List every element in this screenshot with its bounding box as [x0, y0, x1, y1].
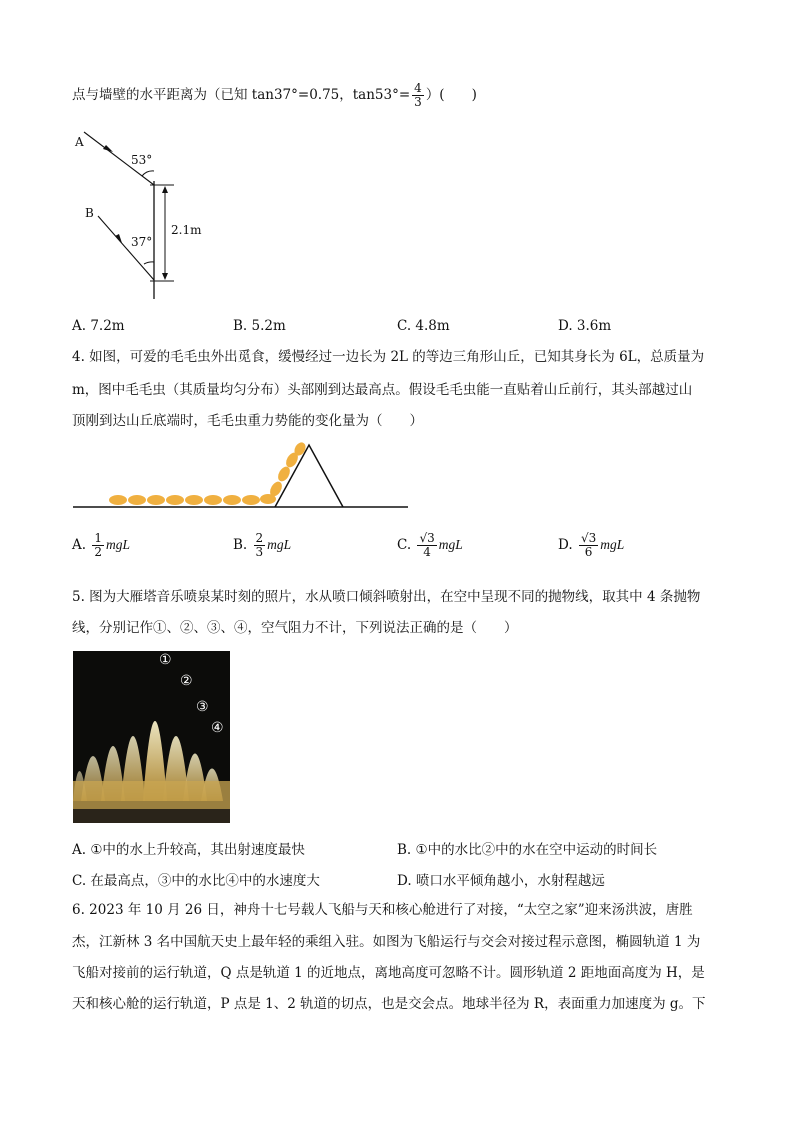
caterpillar — [109, 440, 308, 505]
q3-option-d: D. 3.6m — [558, 318, 612, 334]
q4-option-d-expr: mgL — [600, 537, 625, 552]
fountain-label-4: ④ — [211, 720, 224, 736]
q6-line-1: 6. 2023 年 10 月 26 日，神舟十七号载人飞船与天和核心舱进行了对接，“太空之家”迎来汤洪波，唐胜 — [72, 902, 693, 918]
fountain-jets — [73, 651, 230, 823]
q5-option-d: D. 喷口水平倾角越小，水射程越远 — [397, 873, 605, 889]
q3-label-a: A — [75, 135, 84, 149]
fountain-label-3: ③ — [196, 699, 209, 715]
q4-option-a-frac — [92, 532, 104, 559]
q3-option-a: A. 7.2m — [72, 318, 125, 334]
q4-option-c-num: √3 — [419, 531, 435, 545]
q4-option-a-letter: A. — [72, 537, 87, 553]
q4-option-b — [233, 532, 291, 559]
q4-option-d-num: √3 — [580, 531, 597, 545]
q3-label-b: B — [85, 206, 94, 220]
q4-option-c-letter: C. — [397, 537, 412, 553]
q4-option-d-letter: D. — [558, 537, 573, 553]
fountain-label-2: ② — [180, 673, 193, 689]
q4-option-b-letter: B. — [233, 537, 248, 553]
q3-option-c: C. 4.8m — [397, 318, 450, 334]
q5-option-a: A. ①中的水上升较高，其出射速度最快 — [72, 842, 305, 858]
q3-option-b: B. 5.2m — [233, 318, 286, 334]
q4-line-3: 顶刚到达山丘底端时，毛毛虫重力势能的变化量为（ ） — [72, 413, 423, 429]
q4-option-b-expr: mgL — [267, 537, 292, 552]
q4-option-c-den: 4 — [423, 545, 431, 559]
q4-option-a-num: 1 — [94, 531, 102, 545]
q3-stem-prefix: 点与墙壁的水平距离为（已知 tan37°=0.75，tan53°= — [72, 87, 411, 103]
q3-length-label: 2.1m — [171, 223, 202, 237]
fountain-photo — [73, 651, 230, 823]
q3-frac-den: 3 — [414, 95, 422, 109]
q4-option-b-num: 2 — [255, 531, 264, 545]
q4-option-c-frac — [417, 532, 436, 559]
q3-angle-37: 37° — [131, 235, 153, 249]
q4-option-b-den: 3 — [255, 545, 264, 559]
q4-option-d — [558, 532, 624, 559]
q4-option-d-frac — [579, 532, 598, 559]
q5-line-2: 线，分别记作①、②、③、④，空气阻力不计，下列说法正确的是（ ） — [72, 620, 518, 636]
q5-line-1: 5. 图为大雁塔音乐喷泉某时刻的照片，水从喷口倾斜喷射出，在空中呈现不同的抛物线，取其中 4 条抛物 — [72, 589, 701, 605]
q4-line-1: 4. 如图，可爱的毛毛虫外出觅食，缓慢经过一边长为 2L 的等边三角形山丘，已知其身长为 6L，总质量为 — [72, 349, 705, 365]
q3-stem-suffix: ）( ) — [425, 87, 477, 103]
q4-option-b-frac — [254, 532, 266, 559]
q6-line-4: 天和核心舱的运行轨道，P 点是 1、2 轨道的切点，也是交会点。地球半径为 R，表面重力加速度为 g。下 — [72, 996, 706, 1012]
q3-frac-num: 4 — [414, 81, 422, 95]
fountain-label-1: ① — [159, 652, 172, 668]
q4-option-a — [72, 532, 130, 559]
q3-angle-53: 53° — [131, 153, 153, 167]
q6-line-2: 杰，江新林 3 名中国航天史上最年轻的乘组入驻。如图为飞船运行与交会对接过程示意图，椭圆轨道 1 为 — [72, 934, 701, 950]
q4-option-a-expr: mgL — [105, 537, 130, 552]
q4-option-d-den: 6 — [584, 545, 593, 559]
q5-option-b: B. ①中的水比②中的水在空中运动的时间长 — [397, 842, 658, 858]
q4-line-2: m，图中毛毛虫（其质量均匀分布）头部刚到达最高点。假设毛毛虫能一直贴着山丘前行，其头部越过山 — [72, 382, 693, 398]
q6-line-3: 飞船对接前的运行轨道，Q 点是轨道 1 的近地点，离地高度可忽略不计。圆形轨道 2 距地面高度为 H，是 — [72, 965, 705, 981]
q4-option-c — [397, 532, 463, 559]
q4-option-a-den: 2 — [94, 545, 102, 559]
q4-option-c-expr: mgL — [438, 537, 463, 552]
q5-option-c: C. 在最高点，③中的水比④中的水速度大 — [72, 873, 320, 889]
